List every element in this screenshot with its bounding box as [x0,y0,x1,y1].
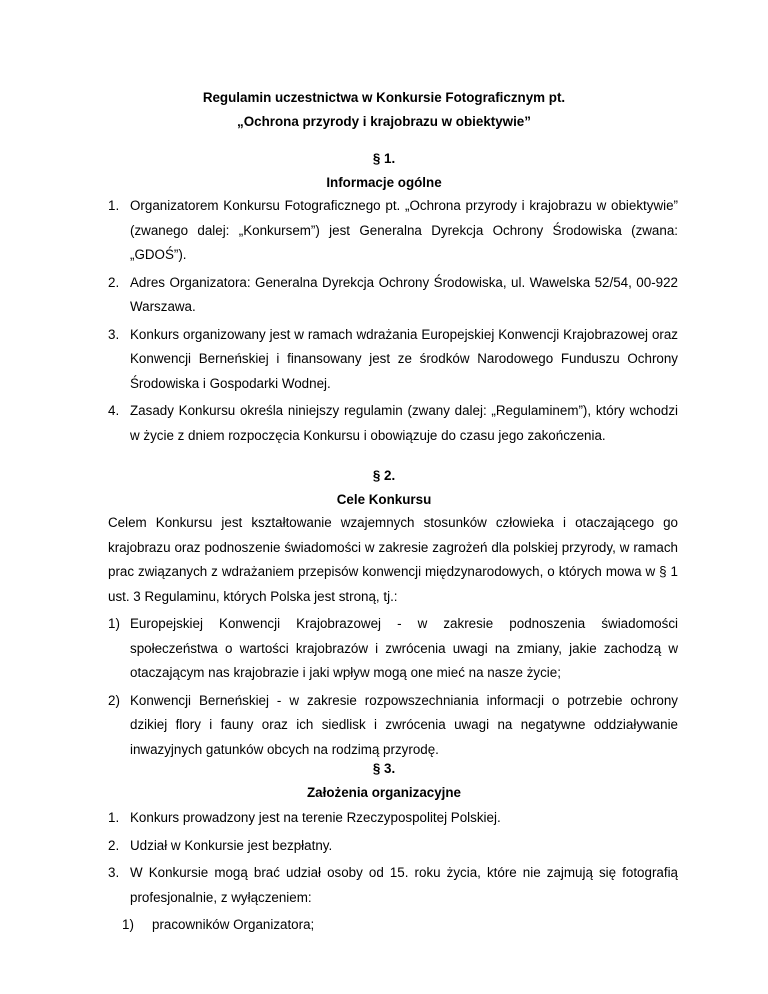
item-text: W Konkursie mogą brać udział osoby od 15. roku życia, które nie zajmują się fotografią profesjonalnie, z wyłączeniem: [130,865,678,905]
item-number: 2) [108,692,120,708]
item-number: 1. [108,198,120,213]
section3-heading: Założenia organizacyjne [306,785,462,800]
section1-list [108,194,678,448]
section2-body [108,511,678,762]
item-text: Europejskiej Konwencji Krajobrazowej - w zakresie podnoszenia świadomości społeczeństwa o wartości krajobrazów i zwrócenia uwagi na zmiany, jakie zachodzą w otaczającym nas krajobrazie i jaki wpływ mogą one mieć na nasze życie; [130,616,678,680]
section1-item-3 [108,323,678,397]
item-number: 3. [108,326,120,342]
item-number: 1. [108,810,120,825]
item-text: Konkurs organizowany jest w ramach wdrażania Europejskiej Konwencji Krajobrazowej oraz Konwencji Berneńskiej i finansowany jest ze środków Narodowego Funduszu Ochrony Środowiska i Gospodarki Wodnej. [130,326,678,391]
item-number: 3. [108,865,120,880]
section1-heading: Informacje ogólne [326,175,442,190]
item-number: 2. [108,274,120,290]
subitem-text: pracowników Organizatora; [152,917,315,932]
section2-item-1 [108,612,678,686]
section1-item-4 [108,399,678,448]
section3-number: § 3. [372,761,396,776]
item-text: Konkurs prowadzony jest na terenie Rzeczypospolitej Polskiej. [130,810,501,825]
section2-intro: Celem Konkursu jest kształtowanie wzajemnych stosunków człowieka i otaczającego go krajobrazu oraz podnoszenie świadomości w zakresie zagrożeń dla polskiej przyrody, w ramach prac związanych z wdrażaniem przepisów konwencji międzynarodowych, o których mowa w § 1 ust. 3 Regulaminu, których Polska jest stroną, tj.: [108,515,678,604]
section3-list [108,806,678,938]
item-number: 4. [108,403,120,418]
section1-item-2 [108,271,678,320]
item-text: Udział w Konkursie jest bezpłatny. [130,837,333,853]
document-title-line1: Regulamin uczestnictwa w Konkursie Fotograficznym pt. [202,90,566,105]
section3-subitem-1 [108,913,678,938]
item-number: 1) [108,616,120,631]
item-number: 2. [108,837,120,853]
section1-item-1 [108,194,678,268]
section3-item-3 [108,861,678,910]
section3-item-1 [108,806,678,831]
item-text: Adres Organizatora: Generalna Dyrekcja Ochrony Środowiska, ul. Wawelska 52/54, 00-922 Warszawa. [130,274,678,314]
document-title-line2: „Ochrona przyrody i krajobrazu w obiektywie” [237,114,531,129]
item-text: Zasady Konkursu określa niniejszy regulamin (zwany dalej: „Regulaminem”), który wchodzi w życie z dniem rozpoczęcia Konkursu i obowiązuje do czasu jego zakończenia. [130,403,678,443]
subitem-number: 1) [122,917,134,932]
section2-item-2 [108,689,678,763]
section1-number: § 1. [372,151,396,166]
section2-heading: Cele Konkursu [336,492,432,507]
item-text: Konwencji Berneńskiej - w zakresie rozpowszechniania informacji o potrzebie ochrony dzikiej flory i fauny oraz ich siedlisk i zwrócenia uwagi na negatywne oddziaływanie inwazyjnych gatunków obcych na rodzimą przyrodę. [130,692,678,757]
section3-item-2 [108,834,678,859]
item-text: Organizatorem Konkursu Fotograficznego pt. „Ochrona przyrody i krajobrazu w obiektywie” (zwanego dalej: „Konkursem”) jest Generalna Dyrekcja Ochrony Środowiska (zwana: „GDOŚ”). [130,198,678,262]
section2-number: § 2. [372,468,396,483]
